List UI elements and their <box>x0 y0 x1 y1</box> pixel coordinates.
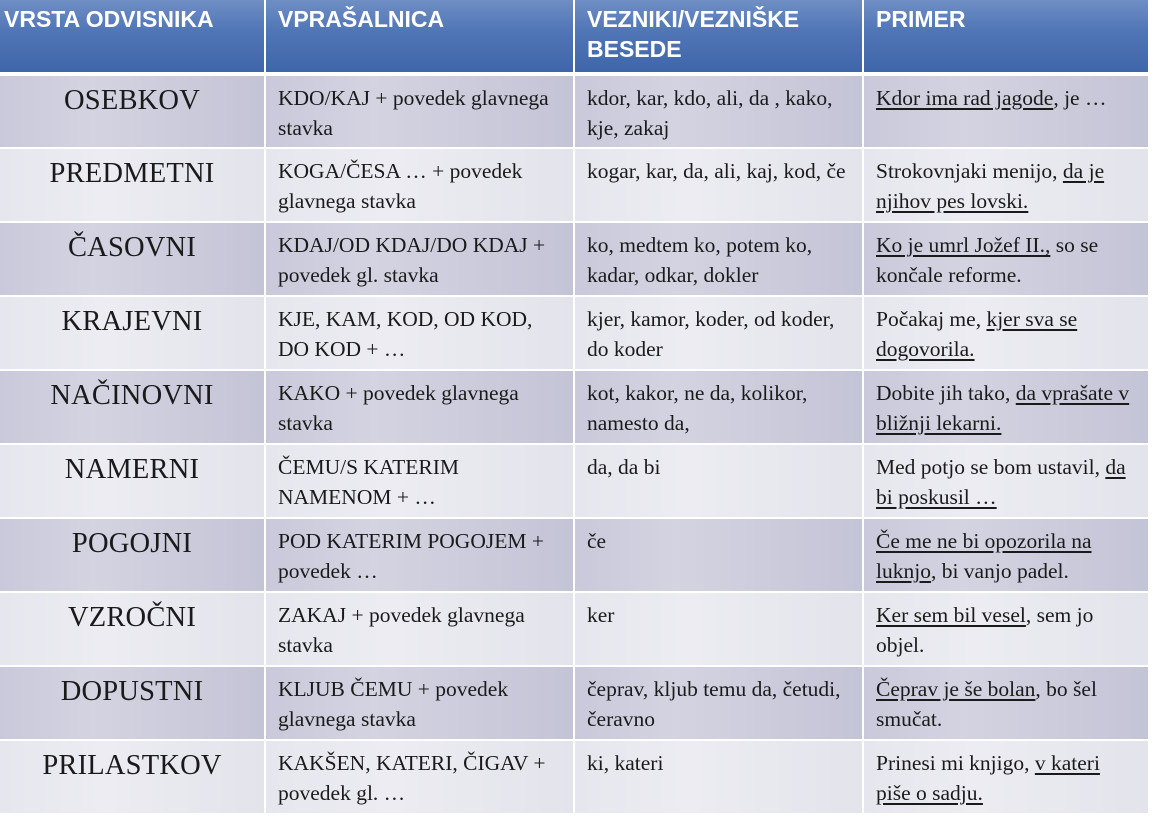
example <box>863 518 1148 592</box>
example <box>863 370 1148 444</box>
example-clause: Ko je umrl Jožef II., <box>876 233 1051 257</box>
conjunctions: čeprav, kljub temu da, četudi, čeravno <box>574 666 863 740</box>
example <box>863 592 1148 666</box>
question-word: KAKŠEN, KATERI, ČIGAV + povedek gl. … <box>265 740 574 814</box>
example-clause: Kdor ima rad jagode <box>876 86 1054 110</box>
example-rest: , bo šel smučat. <box>876 677 1097 731</box>
example-lead: Strokovnjaki menijo, <box>876 159 1063 183</box>
example-clause: Čeprav je še bolan <box>876 677 1036 701</box>
table-row <box>0 740 1148 814</box>
example-clause: v kateri piše o sadju. <box>876 751 1100 805</box>
conjunctions: da, da bi <box>574 444 863 518</box>
example-clause: Če me ne bi opozorila na luknjo <box>876 529 1092 583</box>
example <box>863 666 1148 740</box>
example-lead: Dobite jih tako, <box>876 381 1016 405</box>
table-row <box>0 370 1148 444</box>
question-word: ZAKAJ + povedek glavnega stavka <box>265 592 574 666</box>
question-word: ČEMU/S KATERIM NAMENOM + … <box>265 444 574 518</box>
conjunctions: kot, kakor, ne da, kolikor, namesto da, <box>574 370 863 444</box>
example-lead: Počakaj me, <box>876 307 987 331</box>
example-clause: kjer sva se dogovorila. <box>876 307 1078 361</box>
table-row <box>0 592 1148 666</box>
question-word: POD KATERIM POGOJEM + povedek … <box>265 518 574 592</box>
question-word: KAKO + povedek glavnega stavka <box>265 370 574 444</box>
table-row <box>0 74 1148 148</box>
example-lead: Med potjo se bom ustavil, <box>876 455 1106 479</box>
header-row <box>0 0 1148 74</box>
header-question: VPRAŠALNICA <box>265 0 574 74</box>
conjunctions: ki, kateri <box>574 740 863 814</box>
example-rest: , je … <box>1053 86 1107 110</box>
conjunctions: kdor, kar, kdo, ali, da , kako, kje, zakaj <box>574 74 863 148</box>
example-rest: , sem jo objel. <box>876 603 1094 657</box>
example-clause: Ker sem bil vesel <box>876 603 1026 627</box>
table-row <box>0 222 1148 296</box>
conjunctions: če <box>574 518 863 592</box>
table-row <box>0 666 1148 740</box>
header-conjunctions: VEZNIKI/VEZNIŠKE BESEDE <box>574 0 863 74</box>
clause-type: NAČINOVNI <box>0 370 265 444</box>
example <box>863 74 1148 148</box>
example-clause: da je njihov pes lovski. <box>876 159 1105 213</box>
clause-type: ČASOVNI <box>0 222 265 296</box>
conjunctions: ko, medtem ko, potem ko, kadar, odkar, dokler <box>574 222 863 296</box>
clause-type: PRILASTKOV <box>0 740 265 814</box>
example-clause: da bi poskusil … <box>876 455 1126 509</box>
table-row <box>0 518 1148 592</box>
question-word: KJE, KAM, KOD, OD KOD, DO KOD + … <box>265 296 574 370</box>
clause-type: KRAJEVNI <box>0 296 265 370</box>
clause-type: DOPUSTNI <box>0 666 265 740</box>
table-row <box>0 296 1148 370</box>
example-clause: da vprašate v bližnji lekarni. <box>876 381 1130 435</box>
example <box>863 740 1148 814</box>
clause-type: VZROČNI <box>0 592 265 666</box>
question-word: KDO/KAJ + povedek glavnega stavka <box>265 74 574 148</box>
example <box>863 222 1148 296</box>
header-type: VRSTA ODVISNIKA <box>0 0 265 74</box>
example-lead: Prinesi mi knjigo, <box>876 751 1035 775</box>
header-example: PRIMER <box>863 0 1148 74</box>
table-row <box>0 444 1148 518</box>
conjunctions: kjer, kamor, koder, od koder, do koder <box>574 296 863 370</box>
example-rest: , bi vanjo padel. <box>930 559 1069 583</box>
question-word: KLJUB ČEMU + povedek glavnega stavka <box>265 666 574 740</box>
question-word: KDAJ/OD KDAJ/DO KDAJ + povedek gl. stavka <box>265 222 574 296</box>
clause-type: PREDMETNI <box>0 148 265 222</box>
example <box>863 296 1148 370</box>
example <box>863 444 1148 518</box>
example <box>863 148 1148 222</box>
question-word: KOGA/ČESA … + povedek glavnega stavka <box>265 148 574 222</box>
clause-type: POGOJNI <box>0 518 265 592</box>
conjunctions: kogar, kar, da, ali, kaj, kod, če <box>574 148 863 222</box>
example-rest: so se končale reforme. <box>876 233 1099 287</box>
conjunctions: ker <box>574 592 863 666</box>
table-row <box>0 148 1148 222</box>
clause-type: OSEBKOV <box>0 74 265 148</box>
clause-type: NAMERNI <box>0 444 265 518</box>
